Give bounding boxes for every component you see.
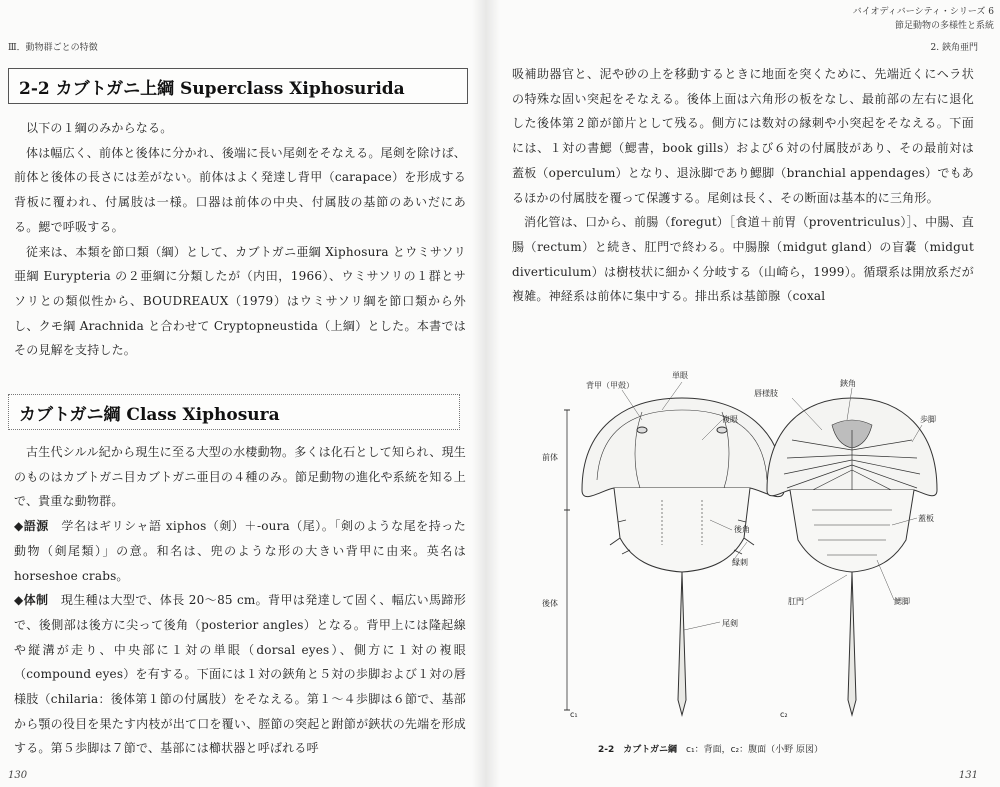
label-gill-leg: 鰓脚 (894, 597, 910, 606)
body-plan-marker: ◆体制 (14, 593, 49, 608)
page-number-right: 131 (958, 770, 978, 781)
dorsal-view-drawing (564, 398, 784, 715)
figure-drawing (522, 370, 982, 730)
superclass-paragraph-2: 体は幅広く、前体と後体に分かれ、後端に長い尾剣をそなえる。尾剣を除けば、前体と後体の長さには差がない。前体はよく発達し背甲（carapace）を形成する背板に覆われ、付属肢は一様。口器は前体の中央、付属肢の基節のあいだにある。鰓で呼吸する。 (14, 145, 466, 234)
right-body (512, 62, 974, 309)
superclass-body (14, 116, 466, 363)
left-page (0, 0, 486, 787)
series-subtitle: 節足動物の多様性と系統 (894, 21, 994, 31)
label-marginal-spine: 縁刺 (732, 558, 748, 567)
caption-title: カブトガニ綱 (623, 745, 678, 755)
superclass-paragraph-1: 以下の１綱のみからなる。 (26, 121, 173, 135)
label-carapace: 背甲（甲殻） (586, 381, 634, 390)
etymology-marker: ◆語源 (14, 519, 49, 534)
ventral-view-drawing (767, 398, 937, 715)
class-body (14, 440, 466, 761)
label-operculum: 蓋板 (918, 514, 934, 523)
superclass-heading: 2-2 カブトガニ上綱 Superclass Xiphosurida (8, 68, 468, 104)
label-anus: 肛門 (788, 597, 804, 606)
horseshoe-crab-figure (522, 370, 982, 730)
class-heading: カブトガニ綱 Class Xiphosura (8, 394, 460, 430)
caption-detail: c₁：背面，c₂：腹面（小野 原図） (686, 745, 824, 755)
class-intro: 古生代シルル紀から現生に至る大型の水棲動物。多くは化石として知られ、現生のものはカブトガニ目カブトガニ亜目の４種のみ。節足動物の進化や系統を知る上で、貴重な動物群。 (14, 445, 466, 509)
label-ventral-view-code: c₂ (780, 710, 788, 719)
etymology-text: 学名はギリシャ語 xiphos（剣）＋-oura（尾）。「剣のような尾を持った動物（剣尾類）」の意。和名は、兜のような形の大きい背甲に由来。英名は horseshoe crabs。 (14, 519, 466, 583)
label-chilaria: 唇様肢 (754, 389, 778, 398)
running-head-left: Ⅲ．動物群ごとの特徴 (8, 43, 98, 53)
body-plan-text: 現生種は大型で、体長 20〜85 cm。背甲は発達して固く、幅広い馬蹄形で、後側部は後方に尖って後角（posterior angles）となる。背甲上には隆起線や縦溝が走り、中央部に１対の単眼（dorsal eyes）、側方に１対の複眼（compound eyes）を有する。下面には１対の鋏角と５対の歩脚および１対の唇様肢（chilaria：後体第１節の付属肢）をそなえる。第１〜４歩脚は６節で、基部から顎の役目を果たす内枝が出て口を覆い、脛節の突起と跗節が鋏状の先端を形成する。第５歩脚は７節で、基部には櫛状器と呼ばれる呼 (14, 593, 466, 756)
superclass-paragraph-3: 従来は、本類を節口類（綱）として、カブトガニ亜綱 Xiphosura とウミサソリ亜綱 Eurypteria の２亜綱に分類したが（内田，1966）、ウミサソリの１群とサソリとの類似性から、BOUDREAUX（1979）はウミサソリ綱を節口類から外し、クモ綱 Arachnida と合わせて Cryptopneustida（上綱）とした。本書ではその見解を支持した。 (14, 244, 466, 358)
caption-number: 2-2 (598, 745, 615, 755)
label-posterior-angle: 後角 (734, 525, 750, 534)
label-walking-leg: 歩脚 (920, 415, 936, 424)
label-dorsal-view-code: c₁ (570, 710, 578, 719)
label-opisthosoma: 後体 (542, 599, 558, 608)
figure-caption (598, 742, 823, 755)
label-prosoma: 前体 (542, 453, 558, 462)
right-page (486, 0, 1000, 787)
label-chelicera: 鋏角 (840, 379, 856, 388)
series-title: バイオディバーシティ・シリーズ 6 (852, 7, 994, 17)
label-compound-eye: 複眼 (722, 415, 738, 424)
right-paragraph-1: 吸補助器官と、泥や砂の上を移動するときに地面を突くために、先端近くにヘラ状の特殊な固い突起をそなえる。後体上面は六角形の板をなし、最前部の左右に退化した後体第２節が節片として残る。側方には数対の縁刺や小突起をそなえる。下面には、１対の書鰓（鰓書，book gills）および６対の付属肢があり、その最前対は蓋板（operculum）となり、退泳脚であり鰓脚（branchial appendages）でもあるほかの付属肢を覆って保護する。尾剣は長く、その断面は基本的に三角形。 (512, 67, 974, 205)
body-plan-paragraph (14, 588, 466, 761)
page-number-left: 130 (8, 770, 28, 781)
etymology-paragraph (14, 514, 466, 588)
label-telson: 尾剣 (722, 619, 738, 628)
running-head-right: 2. 鋏角亜門 (930, 43, 978, 53)
right-paragraph-2: 消化管は、口から、前腸（foregut）［食道＋前胃（proventriculus）］、中腸、直腸（rectum）と続き、肛門で終わる。中腸腺（midgut gland）の盲嚢（midgut diverticulum）は樹枝状に細かく分岐する（山崎ら，1999）。循環系は開放系だが複雑。神経系は前体に集中する。排出系は基節腺（coxal (512, 215, 974, 304)
label-single-eye: 単眼 (672, 371, 688, 380)
